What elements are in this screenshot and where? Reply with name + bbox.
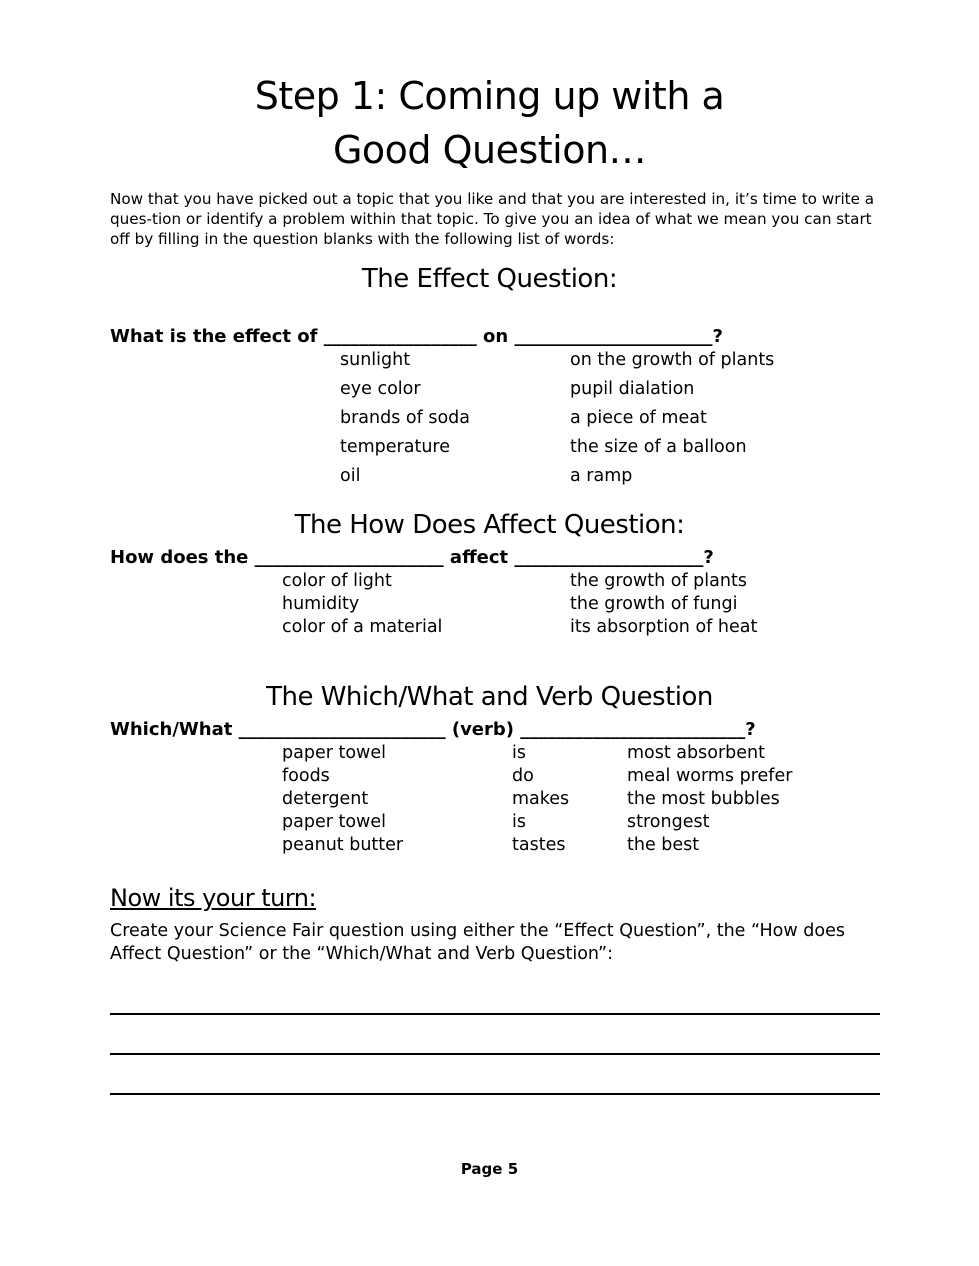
- which-subject-item: foods: [282, 766, 330, 786]
- affect-cause-item: humidity: [282, 594, 360, 614]
- your-turn-heading: Now its your turn:: [110, 884, 317, 912]
- affect-outcome-item: the growth of fungi: [570, 594, 738, 614]
- effect-question-template: What is the effect of _________________ on ______________________?: [110, 326, 723, 347]
- effect-outcome-item: the size of a balloon: [570, 437, 747, 457]
- page-title-line-2: Good Question…: [332, 128, 647, 172]
- intro-paragraph: Now that you have picked out a topic that you like and that you are interested in, it’s time to write a ques-tion or identify a problem within that topic. To give you an idea of what we mean you can start off by filling in the question blanks with the following list of words:: [110, 190, 875, 248]
- which-subject-item: paper towel: [282, 812, 386, 832]
- affect-cause-item: color of light: [282, 571, 392, 591]
- which-outcome-item: most absorbent: [627, 743, 765, 763]
- effect-cause-item: oil: [340, 466, 361, 486]
- which-verb-item: do: [512, 766, 534, 786]
- which-subject-item: peanut butter: [282, 835, 404, 855]
- which-outcome-item: the best: [627, 835, 700, 855]
- which-verb-item: tastes: [512, 835, 566, 855]
- effect-question-heading: The Effect Question:: [361, 264, 618, 294]
- page-number: Page 5: [460, 1160, 519, 1178]
- which-outcome-item: meal worms prefer: [627, 766, 793, 786]
- which-verb-item: is: [512, 743, 526, 763]
- affect-question-template: How does the _____________________ affect _____________________?: [110, 547, 714, 568]
- which-verb-item: is: [512, 812, 526, 832]
- effect-outcome-item: a piece of meat: [570, 408, 707, 428]
- effect-outcome-item: on the growth of plants: [570, 350, 775, 370]
- which-subject-item: paper towel: [282, 743, 386, 763]
- answer-line[interactable]: [110, 1053, 880, 1055]
- affect-question-heading: The How Does Affect Question:: [294, 510, 685, 540]
- effect-cause-item: brands of soda: [340, 408, 470, 428]
- answer-line[interactable]: [110, 1013, 880, 1015]
- which-question-template: Which/What _______________________ (verb) _________________________?: [110, 719, 756, 740]
- effect-outcome-item: pupil dialation: [570, 379, 695, 399]
- which-subject-item: detergent: [282, 789, 369, 809]
- effect-cause-item: temperature: [340, 437, 450, 457]
- which-question-heading: The Which/What and Verb Question: [266, 682, 713, 712]
- effect-outcome-item: a ramp: [570, 466, 633, 486]
- affect-cause-item: color of a material: [282, 617, 443, 637]
- affect-outcome-item: its absorption of heat: [570, 617, 758, 637]
- which-verb-item: makes: [512, 789, 570, 809]
- which-outcome-item: the most bubbles: [627, 789, 780, 809]
- effect-cause-item: sunlight: [340, 350, 411, 370]
- affect-outcome-item: the growth of plants: [570, 571, 747, 591]
- effect-cause-item: eye color: [340, 379, 421, 399]
- which-outcome-item: strongest: [627, 812, 710, 832]
- page-title-line-1: Step 1: Coming up with a: [254, 74, 725, 118]
- your-turn-instructions: Create your Science Fair question using either the “Effect Question”, the “How does Affect Question” or the “Which/What and Verb Question”:: [110, 921, 845, 964]
- answer-line[interactable]: [110, 1093, 880, 1095]
